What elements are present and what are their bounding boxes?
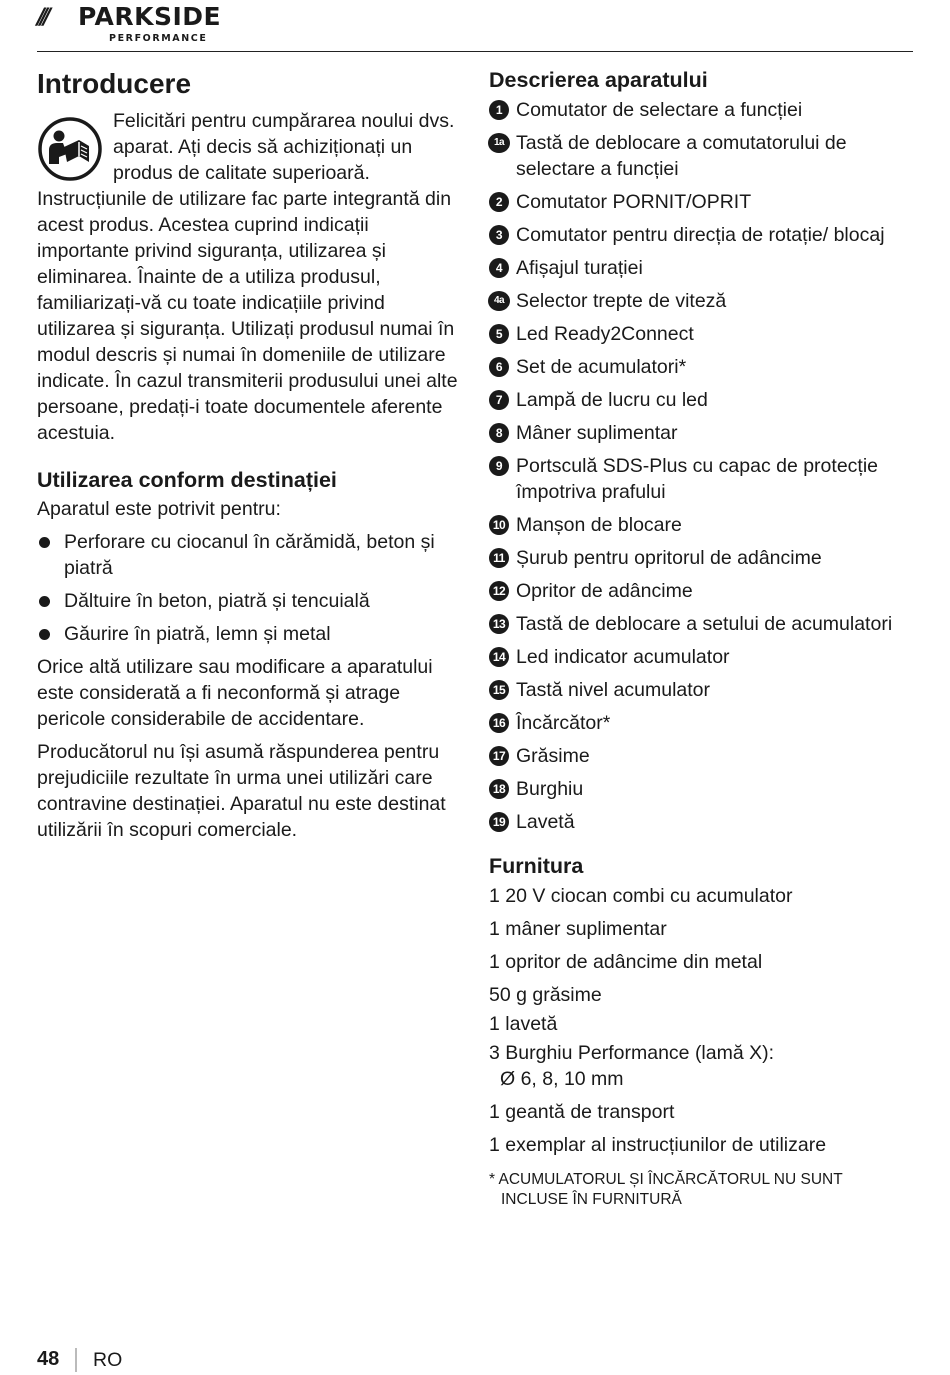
part-number-badge: 13	[489, 614, 509, 634]
part-label: Șurub pentru opritorul de adâncime	[516, 547, 822, 569]
list-item	[37, 529, 461, 581]
read-manual-icon	[37, 116, 103, 182]
part-number-badge: 1	[489, 100, 509, 120]
parts-list-item	[489, 453, 913, 505]
list-item	[37, 588, 461, 614]
part-label: Tastă de deblocare a setului de acumulatori	[516, 613, 893, 635]
delivery-item-line: 3 Burghiu Performance (lamă X):	[489, 1042, 775, 1064]
part-number-badge: 2	[489, 192, 509, 212]
parts-list-item	[489, 222, 913, 248]
parts-list-item	[489, 776, 913, 802]
parts-list-item	[489, 578, 913, 604]
introduction-block	[37, 108, 461, 446]
part-number-badge: 3	[489, 225, 509, 245]
delivery-item: 50 g grăsime	[489, 984, 602, 1006]
intended-use-lead: Aparatul este potrivit pentru:	[37, 498, 281, 520]
part-label: Grăsime	[516, 745, 590, 767]
parts-list-item	[489, 545, 913, 571]
part-label: Opritor de adâncime	[516, 580, 693, 602]
part-label: Comutator PORNIT/OPRIT	[516, 191, 752, 213]
part-label: Portsculă SDS-Plus cu capac de protecție împotriva prafului	[516, 455, 879, 503]
page-number: 48	[37, 1348, 60, 1370]
part-label: Set de acumulatori*	[516, 356, 687, 378]
parts-list-item	[489, 288, 913, 314]
logo-stripes: ///	[37, 5, 47, 30]
delivery-item: 1 opritor de adâncime din metal	[489, 951, 763, 973]
part-label: Lampă de lucru cu led	[516, 389, 708, 411]
device-description-title: Descrierea aparatului	[489, 68, 708, 92]
part-number-badge: 14	[489, 647, 509, 667]
logo-brand-name: PARKSIDE	[78, 2, 222, 31]
parts-list-item	[489, 97, 913, 123]
part-number-badge: 16	[489, 713, 509, 733]
part-label: Burghiu	[516, 778, 584, 800]
introduction-title: Introducere	[37, 68, 192, 99]
intended-use-title: Utilizarea conform destinației	[37, 468, 337, 492]
part-number-badge: 12	[489, 581, 509, 601]
page-header	[37, 0, 913, 52]
misuse-paragraph: Orice altă utilizare sau modificare a aparatului este considerată a fi neconformă și atrage pericole considerabile de accidentare.	[37, 656, 433, 730]
delivery-item: 1 geantă de transport	[489, 1101, 675, 1123]
part-number-badge: 10	[489, 515, 509, 535]
part-number-badge: 1a	[488, 133, 510, 153]
left-column	[37, 66, 461, 850]
parts-list-item	[489, 130, 913, 182]
parts-list-item	[489, 743, 913, 769]
parkside-logo	[37, 2, 222, 44]
intro-paragraph-2: Instrucțiunile de utilizare fac parte integrantă din acest produs. Acestea cuprind indicații importante privind siguranța, utilizarea și eliminarea. Înainte de a utiliza produsul, familiarizați-vă cu toate indicațiile privind utilizarea și siguranța. Utilizați produsul numai în modul descris și numai în domeniile de utilizare indicate. În cazul transmiterii produsului unei alte persoane, predați-i toate documentele aferente acestuia.	[37, 188, 458, 444]
parts-list-item	[489, 321, 913, 347]
delivery-item: 1 exemplar al instrucțiunilor de utilizare	[489, 1134, 827, 1156]
parts-list-item	[489, 255, 913, 281]
part-label: Tastă de deblocare a comutatorului de selectare a funcției	[516, 132, 847, 180]
right-column	[489, 66, 913, 1210]
parts-list-item	[489, 189, 913, 215]
device-description-section	[489, 66, 913, 835]
part-number-badge: 4	[489, 258, 509, 278]
bullet-icon	[39, 629, 50, 640]
intro-paragraph-1: Felicitări pentru cumpărarea noului dvs. aparat. Ați decis să achiziționați un produs de calitate superioară.	[113, 110, 455, 184]
intended-use-section	[37, 466, 461, 843]
scope-of-delivery-section	[489, 852, 913, 1210]
parts-list-item	[489, 644, 913, 670]
part-label: Mâner suplimentar	[516, 422, 678, 444]
part-label: Tastă nivel acumulator	[516, 679, 711, 701]
parts-list-item	[489, 387, 913, 413]
delivery-item-detail: Ø 6, 8, 10 mm	[500, 1068, 624, 1090]
parts-list-item	[489, 710, 913, 736]
parts-list-item	[489, 420, 913, 446]
part-label: Comutator de selectare a funcției	[516, 99, 803, 121]
part-label: Led indicator acumulator	[516, 646, 730, 668]
part-number-badge: 9	[489, 456, 509, 476]
parts-list-item	[489, 354, 913, 380]
parts-list-item	[489, 512, 913, 538]
bullet-icon	[39, 596, 50, 607]
list-item-text: Găurire în piatră, lemn și metal	[64, 623, 331, 645]
part-number-badge: 19	[489, 812, 509, 832]
part-number-badge: 4a	[488, 291, 510, 311]
part-number-badge: 6	[489, 357, 509, 377]
part-number-badge: 17	[489, 746, 509, 766]
list-item-text: Perforare cu ciocanul în cărămidă, beton și piatră	[64, 531, 435, 579]
part-number-badge: 18	[489, 779, 509, 799]
part-label: Comutator pentru direcția de rotație/ blocaj	[516, 224, 885, 246]
part-label: Manșon de blocare	[516, 514, 682, 536]
part-number-badge: 5	[489, 324, 509, 344]
list-item	[37, 621, 461, 647]
logo-subtitle: PERFORMANCE	[109, 33, 208, 44]
language-code: RO	[93, 1349, 123, 1371]
part-label: Led Ready2Connect	[516, 323, 694, 345]
part-number-badge: 15	[489, 680, 509, 700]
parts-list-item	[489, 677, 913, 703]
part-label: Lavetă	[516, 811, 575, 833]
footer-divider	[75, 1348, 77, 1372]
part-label: Afișajul turației	[516, 257, 643, 279]
delivery-item: 1 20 V ciocan combi cu acumulator	[489, 885, 793, 907]
delivery-item	[489, 1040, 913, 1092]
list-item-text: Dăltuire în beton, piatră și tencuială	[64, 590, 370, 612]
part-label: Selector trepte de viteză	[516, 290, 727, 312]
part-number-badge: 8	[489, 423, 509, 443]
liability-paragraph: Producătorul nu își asumă răspunderea pentru prejudiciile rezultate în urma unei utilizări care contravine destinației. Aparatul nu este destinat utilizării în scopuri comerciale.	[37, 741, 446, 841]
delivery-item: 1 lavetă	[489, 1013, 558, 1035]
part-label: Încărcător*	[516, 712, 611, 734]
part-number-badge: 7	[489, 390, 509, 410]
part-number-badge: 11	[489, 548, 509, 568]
delivery-item: 1 mâner suplimentar	[489, 918, 667, 940]
intended-use-list	[37, 529, 461, 647]
bullet-icon	[39, 537, 50, 548]
footnote: * ACUMULATORUL ȘI ÎNCĂRCĂTORUL NU SUNT INCLUSE ÎN FURNITURĂ	[489, 1171, 843, 1208]
parts-list-item	[489, 611, 913, 637]
parts-list-item	[489, 809, 913, 835]
scope-of-delivery-title: Furnitura	[489, 854, 584, 878]
